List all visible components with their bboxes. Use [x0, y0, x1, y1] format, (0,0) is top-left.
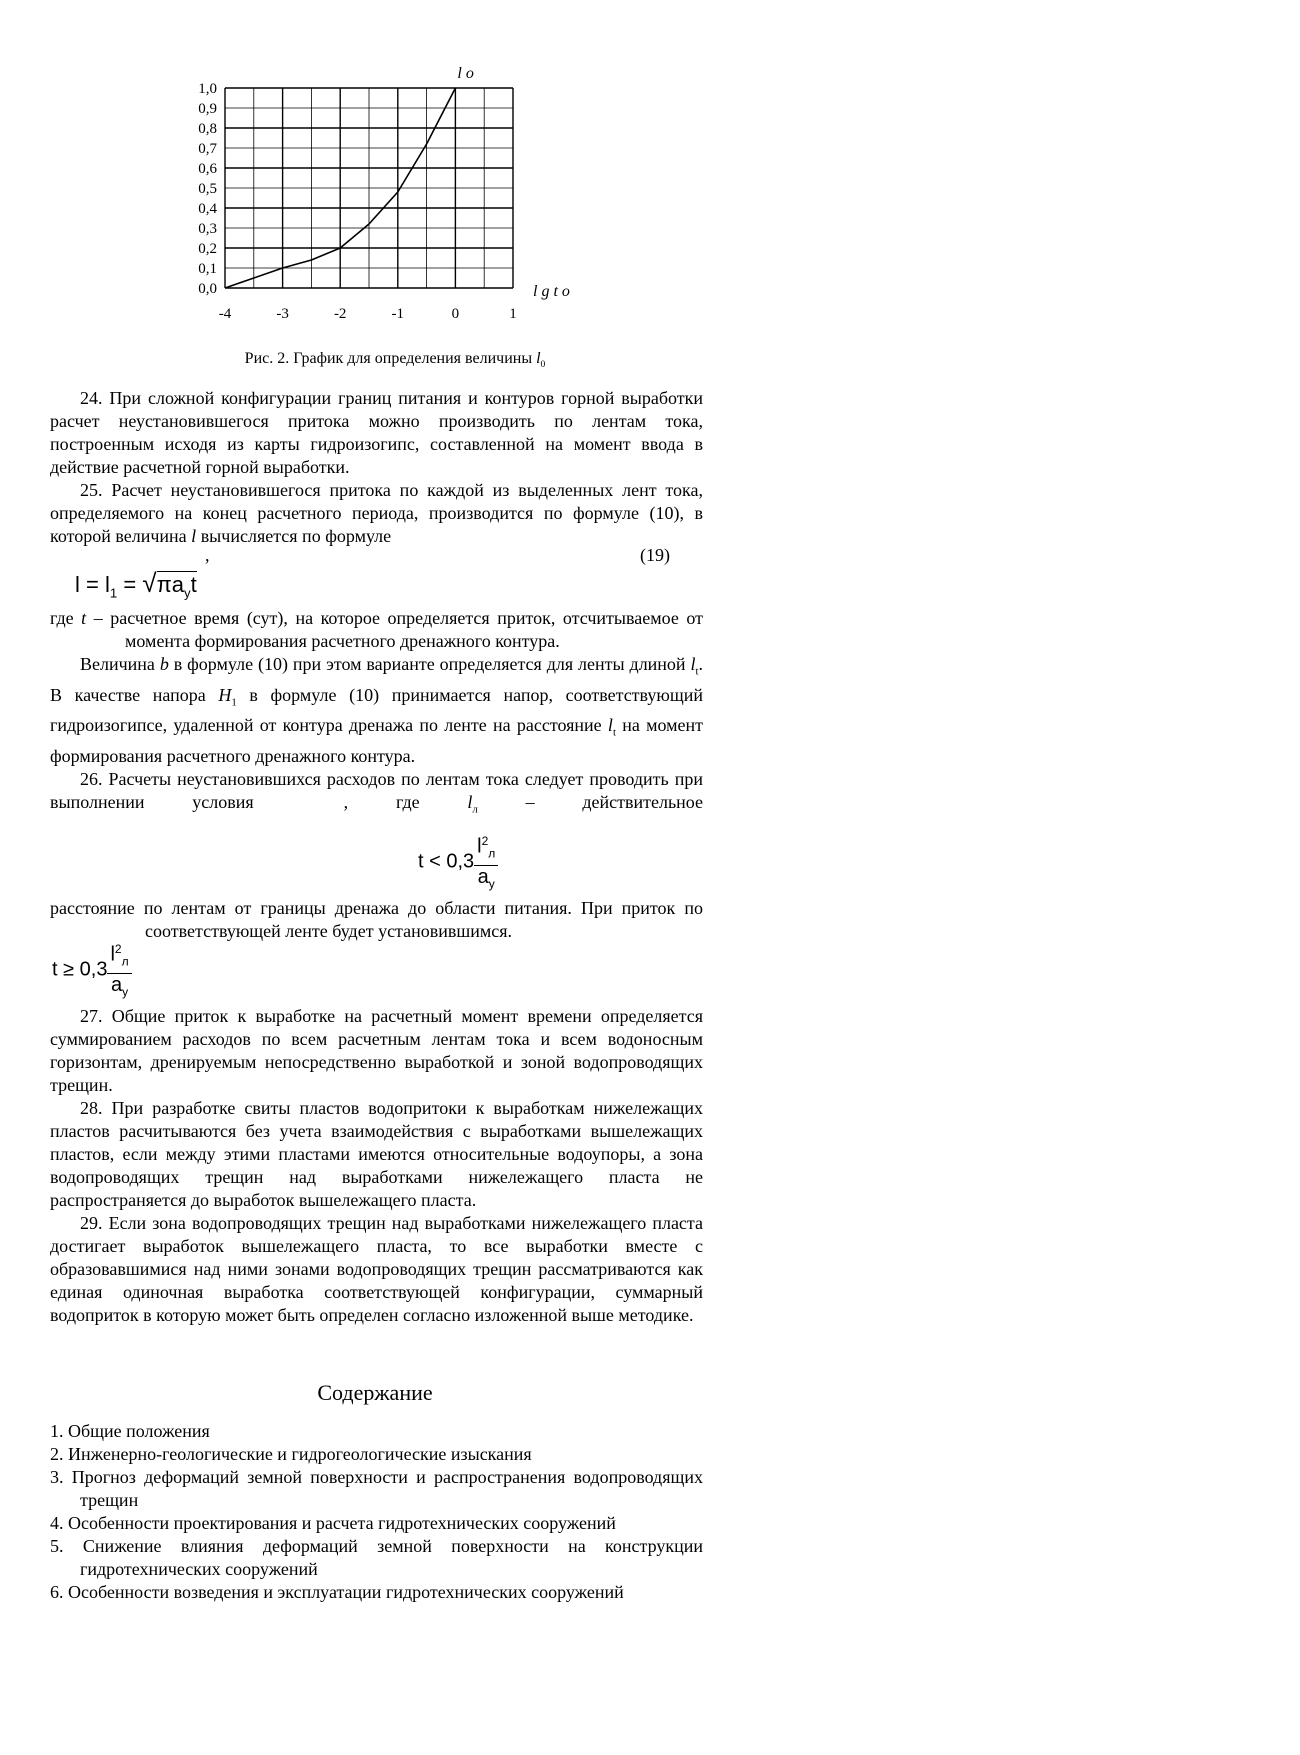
paragraph-where [50, 607, 703, 653]
pb-text-e: на момент формирования расчетного дренажного контура. [50, 715, 703, 766]
pb-sub-1: 1 [231, 696, 237, 709]
cond1-den-a: a [477, 865, 489, 888]
pb-sub-t2: t [612, 726, 616, 739]
y-tick-label: 0,1 [198, 261, 217, 277]
y-tick-label: 0,9 [198, 101, 217, 117]
formula-19-lhs: l = l [75, 572, 110, 597]
formula-19-root-sub: у [183, 585, 191, 601]
cond1-lhs: t < 0,3 [418, 850, 475, 873]
toc-item: 2. Инженерно-геологические и гидрогеологические изыскания [50, 1444, 532, 1464]
y-tick-label: 0,2 [198, 241, 217, 257]
toc-title: Содержание [317, 1380, 433, 1405]
x-tick-label: -4 [218, 306, 232, 322]
pb-var-lt2: l [607, 715, 613, 736]
y-tick-label: 0,7 [198, 141, 217, 157]
cond1-den-sub: у [488, 876, 495, 891]
formula-19 [75, 568, 197, 600]
p25-text-a: 25. Расчет неустановившегося притока по каждой из выделенных лент тока, определяемого на конец расчетного периода, производится по формуле (10), в которой величина [50, 480, 703, 546]
x-tick-label: -3 [276, 306, 289, 322]
cond2-num-l: l [110, 943, 115, 966]
l0-chart [180, 60, 600, 335]
pb-var-H: H [218, 684, 232, 705]
x-tick-label: 0 [451, 306, 460, 322]
p25-var: l [191, 526, 197, 546]
pb-var-lt: l [690, 654, 696, 674]
y-tick-label: 1,0 [198, 81, 217, 97]
cond1-fraction [474, 830, 498, 895]
figure-caption-sub: 0 [540, 359, 546, 371]
paragraph-26-continued: расстояние по лентам от границы дренажа до области питания. При приток по соответствующей ленте будет установившимся. [50, 898, 703, 941]
y-tick-label: 0,6 [198, 161, 217, 177]
formula-19-root: πa [156, 572, 184, 597]
cond2-denominator [111, 974, 128, 1003]
body-text-middle [50, 607, 703, 821]
pb-text-c: . В качестве напора [50, 654, 703, 705]
y-tick-label: 0,5 [198, 181, 217, 197]
p26-text-c: – действительное [477, 791, 704, 812]
y-tick-label: 0,4 [198, 201, 217, 217]
cond1-num-l: l [477, 835, 482, 858]
p26-text-a: 26. Расчеты неустановившихся расходов по лентам тока следует проводить при выполнении условия [50, 768, 703, 812]
p26-var: l [467, 791, 473, 812]
cond1-denominator [478, 866, 495, 895]
body-text-bottom [50, 1005, 703, 1327]
paragraph-24: 24. При сложной конфигурации границ питания и контуров горной выработки расчет неустановившегося притока можно производить по лентам тока, построенным исходя из карты гидроизогипс, составленной на момент ввода в действие расчетной горной выработки. [50, 388, 703, 477]
formula-19-root-t: t [190, 572, 197, 597]
figure-caption-var: l [536, 350, 541, 367]
pb-text-b: в формуле (10) при этом варианте определяется для ленты длиной [168, 654, 691, 674]
toc-item: 6. Особенности возведения и эксплуатации гидротехнических сооружений [50, 1582, 624, 1602]
y-axis-label: l o [457, 65, 474, 82]
cond2-num-sub: л [121, 954, 129, 969]
p25-text-b: вычисляется по формуле [196, 526, 392, 546]
x-tick-label: 1 [509, 306, 517, 322]
p26-sub: л [472, 803, 478, 816]
sqrt-sign-icon: √ [142, 568, 157, 598]
toc-item: 5. Снижение влияния деформаций земной поверхности на конструкции гидротехнических сооружений [50, 1536, 703, 1579]
body-text-top [50, 387, 703, 548]
body-text-p26-cont [50, 897, 703, 943]
cond2-fraction [107, 938, 131, 1003]
cond2-lhs: t ≥ 0,3 [52, 958, 108, 981]
formula-19-number: (19) [640, 545, 670, 565]
paragraph-29: 29. Если зона водопроводящих трещин над выработками нижележащего пласта достигает выработок вышележащего пласта, то все выработки вместе с образовавшимися над ними зонами водопроводящих трещин рассматриваются как единая одиночная выработка соответствующей конфигурации, суммарный водоприток в которую может быть определен согласно изложенной выше методике. [50, 1213, 703, 1325]
x-axis-label: l g t o [533, 283, 570, 300]
toc-item: 1. Общие положения [50, 1421, 210, 1441]
condition-formula-1 [418, 830, 498, 895]
y-tick-label: 0,0 [198, 281, 217, 297]
where-text-b: – расчетное время (сут), на которое определяется приток, отсчитываемое от момента формирования расчетного дренажного контура. [86, 608, 703, 651]
cond2-den-a: a [110, 973, 123, 996]
formula-19-radicand [156, 571, 197, 601]
pb-text-a: Величина [80, 654, 160, 674]
x-tick-label: -1 [391, 306, 405, 322]
cond1-num-sup: 2 [481, 834, 489, 848]
where-var: t [81, 608, 87, 628]
toc-item: 3. Прогноз деформаций земной поверхности и распространения водопроводящих трещин [50, 1467, 703, 1510]
pb-var-b: b [159, 654, 169, 674]
paragraph-28: 28. При разработке свиты пластов водопритоки к выработкам нижележащих пластов расчитываются без учета взаимодействия с выработками вышележащих пластов, если между этими пластами имеются относительные водоупоры, а зона водопроводящих трещин над выработками нижележащего пласта не распространяется до выработок вышележащего пласта. [50, 1098, 703, 1210]
pb-sub-t: t [695, 665, 699, 678]
p26-text-b: , где [343, 791, 468, 812]
where-text-a: где [50, 608, 82, 628]
cond2-numerator [107, 938, 131, 974]
pb-text-d: в формуле (10) принимается напор, соответствующий гидроизогипсе, удаленной от контура дренажа по ленте на расстояние [50, 684, 704, 736]
cond1-num-sub: л [488, 846, 496, 861]
paragraph-b [50, 653, 703, 768]
formula-19-lhs-sub: 1 [109, 585, 118, 601]
y-tick-label: 0,3 [198, 221, 217, 237]
paragraph-25 [50, 479, 703, 548]
toc-item: 4. Особенности проектирования и расчета гидротехнических сооружений [50, 1513, 616, 1533]
toc-list [50, 1420, 703, 1604]
paragraph-27: 27. Общие приток к выработке на расчетный момент времени определяется суммированием расходов по всем расчетным лентам тока и всем водоносным горизонтам, дренируемым непосредственно выработкой и зоной водопроводящих трещин. [50, 1006, 703, 1095]
condition-formula-2 [52, 938, 132, 1003]
x-tick-label: -2 [333, 306, 347, 322]
cond1-numerator [474, 830, 498, 866]
formula-19-comma: , [205, 545, 210, 565]
cond2-num-sup: 2 [114, 942, 122, 956]
y-tick-label: 0,8 [198, 121, 217, 137]
figure-caption [0, 350, 790, 370]
cond2-den-sub: у [122, 984, 129, 999]
formula-19-eq: = [117, 572, 143, 597]
figure-caption-text: Рис. 2. График для определения величины [244, 350, 537, 367]
paragraph-26 [50, 768, 703, 822]
